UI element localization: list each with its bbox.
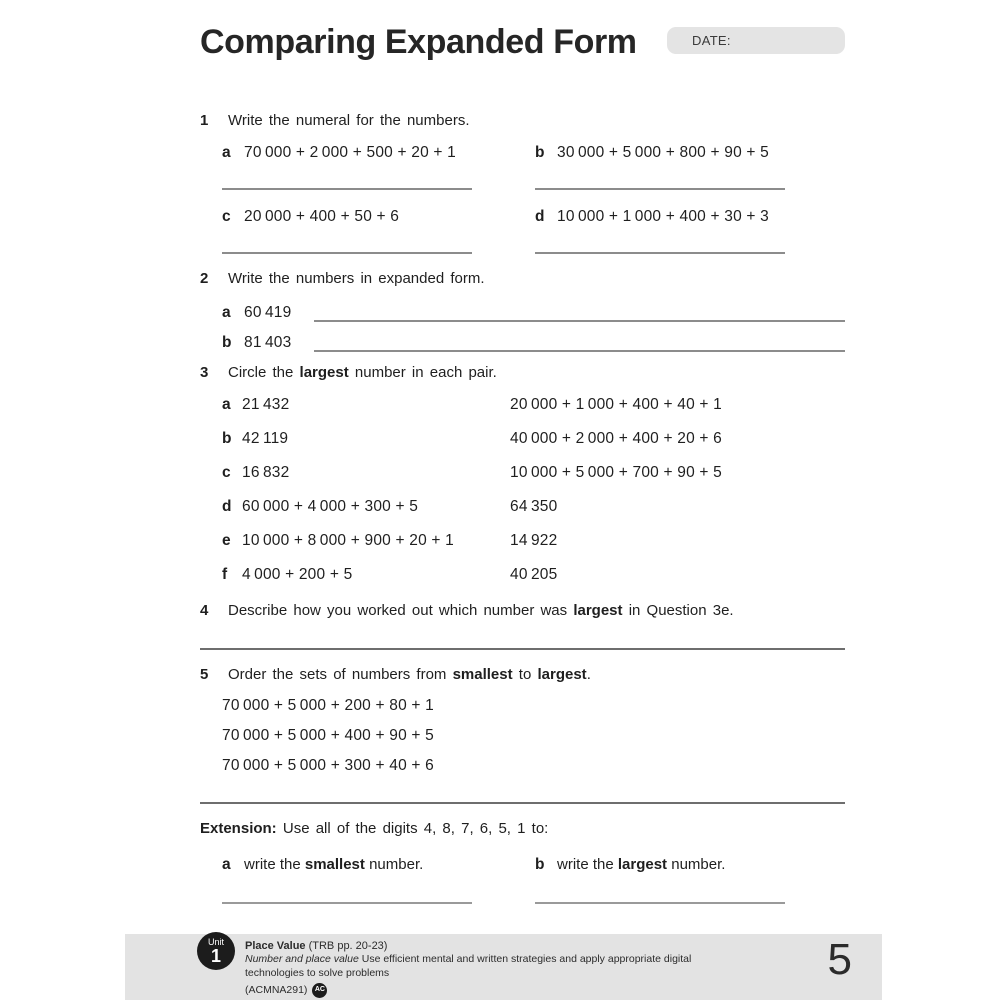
item-label: b (222, 430, 232, 447)
pair-left-number[interactable]: 10 000 + 8 000 + 900 + 20 + 1 (242, 532, 454, 549)
answer-line[interactable] (200, 648, 845, 650)
question-prompt: Circle the largest number in each pair. (228, 364, 497, 381)
numeral: 60 419 (244, 304, 292, 321)
item-label: f (222, 566, 228, 583)
item-label: a (222, 396, 231, 413)
question-2 (200, 270, 845, 352)
question-prompt: Describe how you worked out which number was largest in Question 3e. (228, 602, 734, 619)
footer-description: Number and place value Use efficient mental and written strategies and apply appropriate digital technologies to solve problems (245, 953, 692, 979)
item-label: c (222, 464, 231, 481)
answer-line[interactable] (535, 902, 785, 904)
expanded-expression: 10 000 + 1 000 + 400 + 30 + 3 (557, 208, 769, 225)
item-label: d (535, 208, 545, 225)
question-5 (200, 666, 845, 804)
question-4 (200, 602, 845, 650)
numeral: 81 403 (244, 334, 292, 351)
item-label: b (535, 144, 545, 161)
item-label: b (535, 856, 545, 873)
item-label: e (222, 532, 231, 549)
page-title: Comparing Expanded Form (200, 23, 637, 61)
question-3 (200, 364, 845, 584)
expanded-expression: 30 000 + 5 000 + 800 + 90 + 5 (557, 144, 769, 161)
date-field[interactable] (667, 27, 845, 54)
page-header (200, 24, 845, 61)
answer-line[interactable] (222, 252, 472, 254)
unit-badge (197, 932, 235, 970)
answer-line[interactable] (222, 902, 472, 904)
question-prompt: Order the sets of numbers from smallest to largest. (228, 666, 591, 683)
answer-line[interactable] (314, 334, 845, 352)
unit-label: Unit (207, 937, 224, 947)
page-number: 5 (827, 935, 852, 984)
pair-right-number[interactable]: 64 350 (510, 498, 558, 515)
extension-heading: Extension: Use all of the digits 4, 8, 7, 6, 5, 1 to: (200, 820, 549, 837)
pair-right-number[interactable]: 40 205 (510, 566, 558, 583)
pair-left-number[interactable]: 21 432 (242, 396, 290, 413)
pair-right-number[interactable]: 10 000 + 5 000 + 700 + 90 + 5 (510, 464, 722, 481)
question-number: 4 (200, 602, 209, 619)
answer-line[interactable] (535, 252, 785, 254)
question-number: 1 (200, 112, 209, 129)
number-set: 70 000 + 5 000 + 400 + 90 + 5 (222, 727, 434, 744)
expanded-expression: 20 000 + 400 + 50 + 6 (244, 208, 400, 225)
item-label: b (222, 334, 232, 351)
number-set: 70 000 + 5 000 + 300 + 40 + 6 (222, 757, 434, 774)
extension-task: write the largest number. (557, 856, 726, 873)
answer-line[interactable] (200, 802, 845, 804)
answer-line[interactable] (535, 188, 785, 190)
question-number: 5 (200, 666, 209, 683)
answer-line[interactable] (314, 304, 845, 322)
pair-left-number[interactable]: 60 000 + 4 000 + 300 + 5 (242, 498, 419, 515)
answer-line[interactable] (222, 188, 472, 190)
pair-right-number[interactable]: 40 000 + 2 000 + 400 + 20 + 6 (510, 430, 722, 447)
footer (125, 934, 882, 1000)
question-number: 2 (200, 270, 209, 287)
date-label: DATE: (692, 33, 731, 48)
pair-right-number[interactable]: 14 922 (510, 532, 558, 549)
footer-topic: Place Value (TRB pp. 20-23) (245, 940, 388, 952)
curriculum-code: (ACMNA291) (245, 983, 308, 996)
pair-left-number[interactable]: 42 119 (242, 430, 289, 447)
item-label: d (222, 498, 232, 515)
question-1 (200, 112, 845, 254)
pair-right-number[interactable]: 20 000 + 1 000 + 400 + 40 + 1 (510, 396, 722, 413)
question-prompt: Write the numbers in expanded form. (228, 270, 485, 287)
extension-task: write the smallest number. (244, 856, 424, 873)
number-set: 70 000 + 5 000 + 200 + 80 + 1 (222, 697, 434, 714)
item-label: a (222, 144, 231, 161)
item-label: a (222, 304, 231, 321)
expanded-expression: 70 000 + 2 000 + 500 + 20 + 1 (244, 144, 456, 161)
pair-left-number[interactable]: 16 832 (242, 464, 290, 481)
ac-badge-icon: AC (312, 983, 327, 998)
pair-left-number[interactable]: 4 000 + 200 + 5 (242, 566, 353, 583)
item-label: a (222, 856, 231, 873)
item-label: c (222, 208, 231, 225)
question-prompt: Write the numeral for the numbers. (228, 112, 470, 129)
unit-number: 1 (210, 946, 221, 966)
extension (200, 820, 845, 904)
question-number: 3 (200, 364, 209, 381)
